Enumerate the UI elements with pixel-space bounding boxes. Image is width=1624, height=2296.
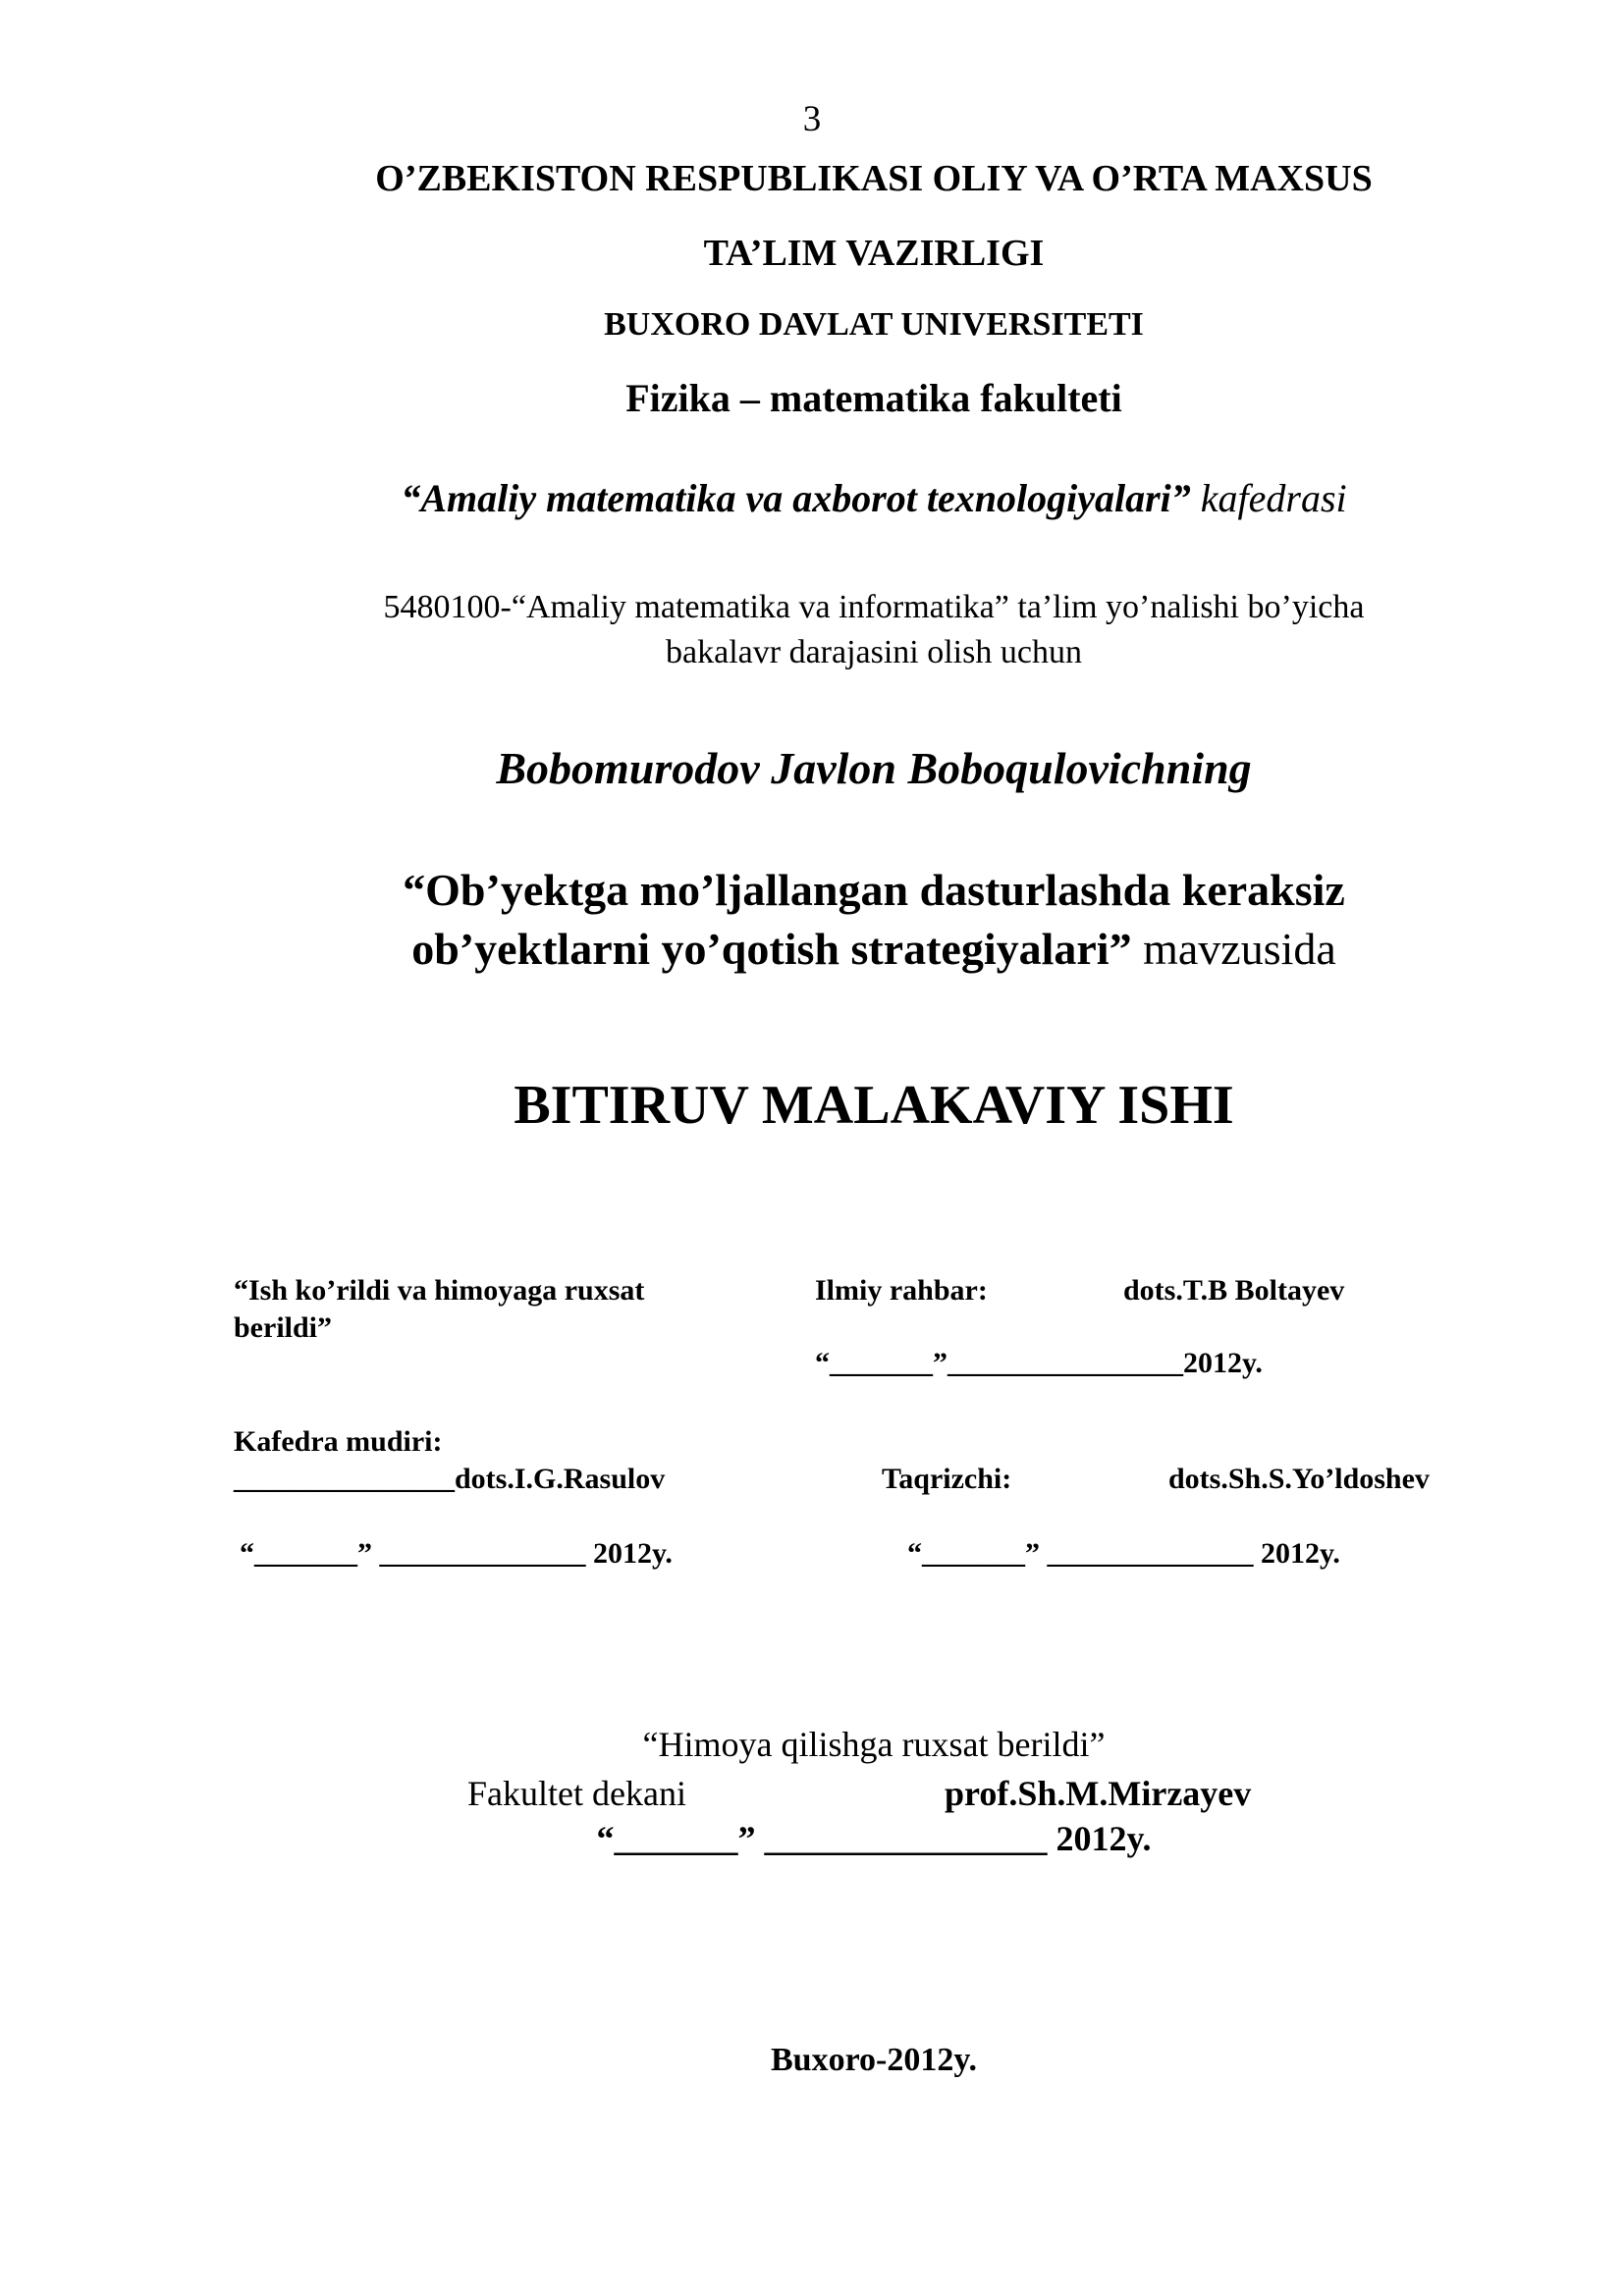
department-head-date-line: “_______” ______________ 2012y. xyxy=(240,1537,673,1570)
document-type-title: BITIRUV MALAKAVIY ISHI xyxy=(514,1075,1234,1136)
degree-line1: 5480100-“Amaliy matematika va informatika” ta’lim yo’nalishi bo’yicha xyxy=(383,589,1365,625)
topic-line2-title: ob’yektlarni yo’qotish strategiyalari” xyxy=(411,924,1132,974)
department xyxy=(0,475,1624,521)
dean-date-line: “_______” ________________ 2012y. xyxy=(596,1819,1152,1858)
university-name: BUXORO DAVLAT UNIVERSITETI xyxy=(604,306,1144,343)
topic-line1: “Ob’yektga mo’ljallangan dasturlashda keraksiz xyxy=(403,865,1345,915)
department-name: “Amaliy matematika va axborot texnologiyalari” xyxy=(401,476,1191,520)
advisor-date-line: “_______”________________2012y. xyxy=(815,1347,1263,1379)
reviewer-name: dots.Sh.S.Yo’ldoshev xyxy=(1168,1463,1430,1495)
advisor-name: dots.T.B Boltayev xyxy=(1123,1274,1345,1307)
faculty-name: Fizika – matematika fakulteti xyxy=(625,376,1122,420)
topic-line2 xyxy=(0,923,1624,975)
dean-name: prof.Sh.M.Mirzayev xyxy=(945,1774,1252,1813)
dean-label: Fakultet dekani xyxy=(467,1774,686,1813)
department-head-name: _______________dots.I.G.Rasulov xyxy=(234,1463,666,1495)
ministry-title-line2: TA’LIM VAZIRLIGI xyxy=(703,233,1045,274)
ministry-title-line1: O’ZBEKISTON RESPUBLIKASI OLIY VA O’RTA MAXSUS xyxy=(375,158,1373,199)
topic-suffix: mavzusida xyxy=(1131,924,1336,974)
advisor-label: Ilmiy rahbar: xyxy=(815,1274,988,1307)
department-head-label: Kafedra mudiri: xyxy=(234,1425,443,1458)
page-number: 3 xyxy=(802,99,822,139)
defense-permission: “Himoya qilishga ruxsat berildi” xyxy=(642,1725,1106,1764)
degree-line2: bakalavr darajasini olish uchun xyxy=(666,634,1082,670)
department-suffix: kafedrasi xyxy=(1190,476,1347,520)
permission-line1: “Ish ko’rildi va himoyaga ruxsat xyxy=(234,1274,645,1307)
city-year: Buxoro-2012y. xyxy=(770,2042,977,2078)
permission-line2: berildi” xyxy=(234,1311,333,1344)
reviewer-date-line: “_______” ______________ 2012y. xyxy=(907,1537,1340,1570)
author-name: Bobomurodov Javlon Boboqulovichning xyxy=(496,743,1252,793)
reviewer-label: Taqrizchi: xyxy=(882,1463,1012,1495)
